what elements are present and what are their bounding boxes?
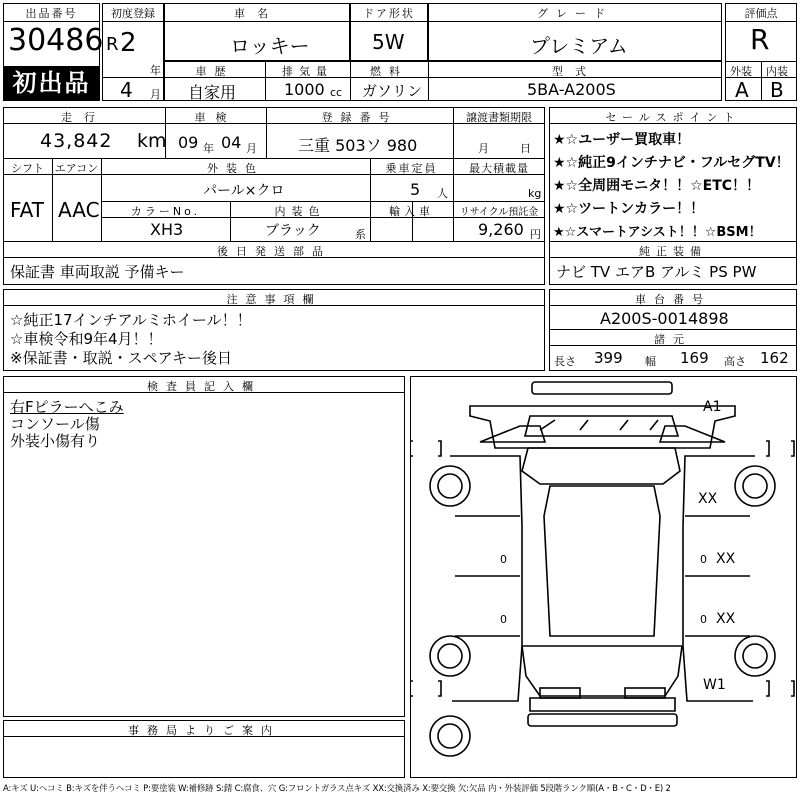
ac-label: エアコン [54,162,99,175]
diagram-zero-1: 0 [500,553,507,566]
later-parts: 保証書 車両取説 予備キー [10,263,185,281]
grade-label: グレード [537,7,613,20]
inspection-year: 09 [178,133,199,152]
score: R [750,23,770,56]
first-registration-label: 初度登録 [111,7,155,20]
first-reg-year-unit: 年 [150,64,161,77]
inspection-month: 04 [221,133,242,152]
mileage: 43,842 [40,130,113,152]
exterior-label: 外装 [730,65,752,78]
reg-no: 三重 503ソ 980 [298,136,418,155]
color-no-label: カラーNo. [130,205,201,218]
legend: A:キズ U:ヘコミ B:キズを伴うヘコミ P:要塗装 W:補修跡 S:錆 C:腐食、穴 G:フロントガラス点キズ XX:交換済み X:要交換 欠:欠品 内・外装評価 5段階ランク順(A・B・C・D・E) 2 [3,784,671,794]
interior-color: ブラック [265,223,321,239]
history: 自家用 [188,83,237,102]
load-label: 最大積載量 [469,162,529,175]
color-no: XH3 [150,220,184,239]
later-parts-label: 後日発送部品 [217,245,331,258]
first-reg-month-unit: 月 [150,88,161,101]
mileage-unit: km [137,130,167,152]
door-type: 5W [372,30,405,54]
transfer-label: 譲渡書類期限 [466,111,532,124]
first-reg-year: 2 [120,28,137,58]
diagram-mark-xx-3: XX [716,611,736,627]
diagram-mark-a1: A1 [703,399,722,415]
inspection-month-unit: 月 [246,142,257,155]
diagram-zero-2: 0 [700,553,707,566]
lot-number: 30486 [8,23,104,58]
shift: FAT [10,198,45,222]
note-2: ☆車検令和9年4月！！ [10,330,163,348]
era: R [106,34,119,55]
exterior-grade: A [735,78,749,102]
diagram-mark-w1: W1 [703,677,726,693]
note-3: ※保証書・取説・スペアキー後日 [10,349,232,367]
height: 162 [760,349,789,367]
height-label: 高さ [724,355,746,368]
inspector-label: 検査員記入欄 [147,380,261,393]
length-label: 長さ [554,355,576,368]
recycle-label: リサイクル預託金 [459,207,539,218]
diagram-zero-3: 0 [500,613,507,626]
history-label: 車歴 [195,65,234,78]
note-1: ☆純正17インチアルミホイール！！ [10,311,252,329]
inspection-label: 車検 [194,111,237,124]
diagram-zero-4: 0 [700,613,707,626]
inspector-note-2: コンソール傷 [10,415,100,433]
color-label: 外装色 [207,162,264,175]
office-label: 事務局よりご案内 [128,724,280,737]
sales-point-3: ★☆全周囲モニタ！！☆ETC！！ [553,178,761,194]
shift-label: シフト [11,162,44,175]
inspector-note-1: 右Fピラーへこみ [10,398,124,416]
interior-grade: B [770,78,784,102]
score-label: 評価点 [744,7,778,20]
fuel-label: 燃料 [370,65,408,78]
grade: プレミアム [530,34,628,58]
load-unit: kg [528,187,542,200]
fuel: ガソリン [362,82,423,100]
recycle-fee: 9,260 [478,220,524,239]
diagram-mark-xx-1: XX [698,491,718,507]
chassis-number: A200S-0014898 [600,309,729,328]
notes-label: 注意事項欄 [226,293,322,306]
car-name: ロッキー [230,34,310,58]
displacement-unit: cc [330,86,343,99]
capacity-unit: 人 [437,187,448,200]
mileage-label: 走行 [61,111,107,124]
ac: AAC [58,198,100,222]
chassis-label: 車台番号 [635,293,711,306]
interior-color-unit: 系 [355,228,366,241]
width-label: 幅 [645,355,656,368]
diagram-mark-xx-2: XX [716,551,736,567]
inspector-note-3: 外装小傷有り [10,432,101,450]
sales-point-4: ★☆ツートンカラー！！ [553,201,705,217]
equipment-label: 純正装備 [639,245,707,258]
inspection-year-unit: 年 [203,142,214,155]
import-label: 輸入車 [389,205,434,218]
capacity: 5 [410,180,421,199]
reg-no-label: 登録番号 [321,111,398,124]
color: パール×クロ [203,183,285,199]
car-diagram [410,376,797,778]
transfer-day: 日 [520,142,531,155]
displacement-label: 排気量 [282,65,333,78]
sales-point-label: セールスポイント [605,111,741,124]
length: 399 [594,349,623,367]
lot-number-label: 出品番号 [25,7,78,20]
equipment: ナビ TV エアB アルミ PS PW [556,263,757,281]
model: 5BA-A200S [527,80,616,99]
width: 169 [680,349,709,367]
recycle-unit: 円 [530,228,541,241]
model-label: 型式 [552,65,598,78]
sales-point-1: ★☆ユーザー買取車！ [553,132,691,148]
spec-label: 諸元 [654,333,692,346]
displacement: 1000 [284,80,325,99]
sales-point-5: ★☆スマートアシスト！！☆BSM！ [553,225,762,240]
sales-point-2: ★☆純正9インチナビ・フルセグTV！ [553,155,790,171]
first-reg-month: 4 [120,78,133,102]
interior-color-label: 内装色 [274,205,326,218]
transfer-month: 月 [478,142,489,155]
capacity-label: 乗車定員 [385,162,438,175]
car-name-label: 車名 [234,7,280,20]
door-label: ドア形状 [363,7,415,20]
interior-label: 内装 [766,65,788,78]
first-listing-badge: 初出品 [4,66,99,100]
